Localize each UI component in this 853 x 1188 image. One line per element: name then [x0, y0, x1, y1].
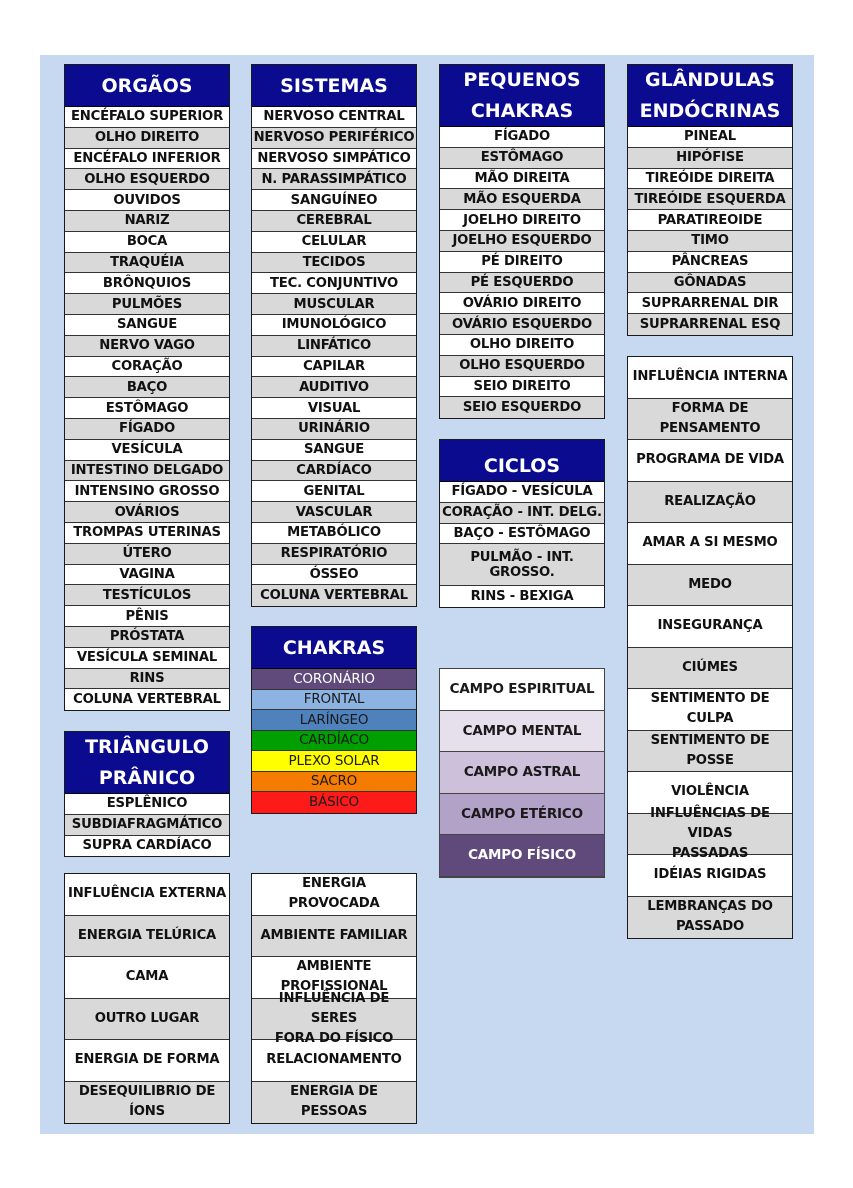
list-item-line: AMBIENTE [296, 959, 372, 975]
campos-table [439, 668, 605, 878]
list-item-line: INSEGURANÇA [657, 618, 763, 634]
triangulo-rows [65, 794, 229, 856]
orgao-item: BOCA [65, 232, 229, 253]
influencia-interna-item [628, 482, 792, 524]
orgao-item: TESTÍCULOS [65, 585, 229, 606]
ciclo-item [440, 586, 604, 607]
glandulas-title-1: GLÂNDULAS [644, 68, 775, 91]
energias-rows [252, 874, 416, 1123]
triangulo-table [64, 731, 230, 857]
influencia-interna-item [628, 399, 792, 441]
orgao-item: OLHO ESQUERDO [65, 169, 229, 190]
sistema-item: AUDITIVO [252, 377, 416, 398]
list-item-line: ÍONS [129, 1104, 165, 1120]
list-item-line: CAMA [125, 969, 169, 985]
orgao-item: ESTÔMAGO [65, 398, 229, 419]
energia-item [252, 1082, 416, 1124]
pequeno-chakra-item: PÉ ESQUERDO [440, 273, 604, 294]
campo-item: CAMPO ASTRAL [440, 752, 604, 794]
sistema-item: CEREBRAL [252, 211, 416, 232]
pequeno-chakra-item: MÃO ESQUERDA [440, 189, 604, 210]
energia-item [252, 874, 416, 916]
triangulo-item: ESPLÊNICO [65, 794, 229, 815]
influencia-interna-item [628, 689, 792, 731]
campo-item: CAMPO ESPIRITUAL [440, 669, 604, 711]
sistema-item: SANGUE [252, 440, 416, 461]
pequeno-chakra-item: SEIO ESQUERDO [440, 397, 604, 418]
sistema-item: LINFÁTICO [252, 336, 416, 357]
orgao-item: VESÍCULA SEMINAL [65, 648, 229, 669]
sistema-item: VISUAL [252, 398, 416, 419]
orgao-item: NERVO VAGO [65, 336, 229, 357]
sistema-item: CARDÍACO [252, 461, 416, 482]
list-item-line: INFLUÊNCIA DE SERES [278, 990, 390, 1026]
pequenos-chakras-title-2: CHAKRAS [470, 99, 574, 122]
pequenos-chakras-table [439, 64, 605, 419]
campo-item: CAMPO MENTAL [440, 711, 604, 753]
sistema-item: GENITAL [252, 481, 416, 502]
list-item-line: INFLUÊNCIAS DE VIDAS [650, 805, 770, 841]
list-item-line: PROFISSIONAL [280, 979, 388, 995]
influencia-externa-item [65, 1082, 229, 1124]
influencia-externa-item [65, 957, 229, 999]
orgao-item: RINS [65, 669, 229, 690]
list-item-line: CULPA [686, 711, 734, 727]
chakra-item: CORONÁRIO [252, 669, 416, 690]
orgao-item: PÊNIS [65, 606, 229, 627]
list-item-line: PASSADAS [671, 845, 749, 861]
pequeno-chakra-item: OLHO DIREITO [440, 335, 604, 356]
orgao-item: ÚTERO [65, 544, 229, 565]
pequenos-chakras-header [440, 65, 604, 127]
orgao-item: VAGINA [65, 565, 229, 586]
influencia-externa-item [65, 1040, 229, 1082]
list-item-line: BAÇO - ESTÔMAGO [453, 525, 591, 541]
glandula-item: PARATIREOIDE [628, 210, 792, 231]
list-item-line: INFLUÊNCIA EXTERNA [68, 886, 226, 902]
orgaos-table [64, 64, 230, 711]
orgao-item: FÍGADO [65, 419, 229, 440]
energia-item [252, 990, 416, 1046]
pequeno-chakra-item: JOELHO ESQUERDO [440, 231, 604, 252]
glandula-item: PINEAL [628, 127, 792, 148]
triangulo-title-1: TRIÂNGULO [85, 735, 209, 758]
campo-item: CAMPO ETÉRICO [440, 794, 604, 836]
sistema-item: NERVOSO CENTRAL [252, 107, 416, 128]
orgao-item: TRAQUÉIA [65, 253, 229, 274]
glandulas-table [627, 64, 793, 336]
pequeno-chakra-item: SEIO DIREITO [440, 377, 604, 398]
list-item-line: ENERGIA PROVOCADA [288, 876, 380, 912]
list-item-line: GROSSO. [489, 564, 555, 580]
orgao-item: OUVIDOS [65, 190, 229, 211]
list-item-line: MEDO [688, 576, 732, 592]
sistema-item: URINÁRIO [252, 419, 416, 440]
pequenos-chakras-rows [440, 127, 604, 418]
glandula-item: SUPRARRENAL DIR [628, 293, 792, 314]
ciclo-item [440, 544, 604, 586]
influencia-externa-item [65, 916, 229, 958]
sistema-item: CELULAR [252, 232, 416, 253]
orgaos-header: ORGÃOS [65, 65, 229, 107]
orgao-item: PRÓSTATA [65, 627, 229, 648]
orgao-item: COLUNA VERTEBRAL [65, 689, 229, 710]
glandulas-rows [628, 127, 792, 335]
influencia-interna-item [628, 897, 792, 939]
glandula-item: GÔNADAS [628, 273, 792, 294]
ciclos-rows [440, 482, 604, 607]
list-item-line: DESEQUILIBRIO DE [78, 1084, 216, 1100]
list-item-line: OUTRO LUGAR [94, 1010, 200, 1026]
influencia-interna-item [628, 440, 792, 482]
influencias-externas-rows [65, 874, 229, 1123]
list-item-line: POSSE [686, 752, 734, 768]
chakra-item: FRONTAL [252, 690, 416, 711]
list-item-line: SENTIMENTO DE [650, 691, 770, 707]
triangulo-item: SUBDIAFRAGMÁTICO [65, 815, 229, 836]
pequeno-chakra-item: JOELHO DIREITO [440, 210, 604, 231]
list-item-line: PROGRAMA DE VIDA [636, 452, 784, 468]
sistema-item: ÓSSEO [252, 565, 416, 586]
sistema-item: TEC. CONJUNTIVO [252, 273, 416, 294]
orgao-item: BRÔNQUIOS [65, 273, 229, 294]
sistema-item: SANGUÍNEO [252, 190, 416, 211]
influencia-interna-item [628, 648, 792, 690]
sistema-item: MUSCULAR [252, 294, 416, 315]
list-item-line: PENSAMENTO [659, 420, 761, 436]
orgao-item: INTESTINO DELGADO [65, 461, 229, 482]
ciclo-item [440, 482, 604, 503]
pequenos-chakras-title-1: PEQUENOS [463, 68, 581, 91]
list-item-line: RELACIONAMENTO [266, 1052, 402, 1068]
orgao-item: CORAÇÃO [65, 357, 229, 378]
ciclos-table [439, 439, 605, 608]
campo-item: CAMPO FÍSICO [440, 835, 604, 877]
pequeno-chakra-item: FÍGADO [440, 127, 604, 148]
influencia-interna-item [628, 357, 792, 399]
sistemas-header: SISTEMAS [252, 65, 416, 107]
ciclos-header: CICLOS [440, 440, 604, 482]
list-item-line: RINS - BEXIGA [470, 589, 574, 605]
orgao-item: ENCÉFALO SUPERIOR [65, 107, 229, 128]
sistema-item: METABÓLICO [252, 523, 416, 544]
sistema-item: TECIDOS [252, 253, 416, 274]
orgao-item: NARIZ [65, 211, 229, 232]
glandula-item: TIREÓIDE ESQUERDA [628, 189, 792, 210]
sistema-item: COLUNA VERTEBRAL [252, 585, 416, 606]
list-item-line: AMAR A SI MESMO [642, 535, 778, 551]
sistema-item: NERVOSO PERIFÉRICO [252, 128, 416, 149]
sistema-item: VASCULAR [252, 502, 416, 523]
influencia-interna-item [628, 606, 792, 648]
orgao-item: INTENSINO GROSSO [65, 481, 229, 502]
campos-rows [440, 669, 604, 877]
glandula-item: SUPRARRENAL ESQ [628, 314, 792, 335]
list-item-line: AMBIENTE FAMILIAR [260, 927, 408, 943]
list-item-line: FORA DO FÍSICO [274, 1030, 394, 1046]
pequeno-chakra-item: ESTÔMAGO [440, 148, 604, 169]
list-item-line: ENERGIA DE PESSOAS [290, 1084, 378, 1120]
chakra-item: PLEXO SOLAR [252, 751, 416, 772]
influencias-internas-table [627, 356, 793, 939]
influencia-interna-item [628, 523, 792, 565]
influencia-externa-item [65, 999, 229, 1041]
sistema-item: RESPIRATÓRIO [252, 544, 416, 565]
list-item-line: INFLUÊNCIA INTERNA [632, 369, 788, 385]
orgaos-rows [65, 107, 229, 710]
orgao-item: BAÇO [65, 377, 229, 398]
sistema-item: N. PARASSIMPÁTICO [252, 169, 416, 190]
energia-item [252, 916, 416, 958]
list-item-line: SENTIMENTO DE [650, 732, 770, 748]
list-item-line: CIÚMES [682, 659, 738, 675]
triangulo-item: SUPRA CARDÍACO [65, 836, 229, 857]
list-item-line: PASSADO [675, 919, 745, 935]
ciclo-item [440, 503, 604, 524]
pequeno-chakra-item: MÃO DIREITA [440, 169, 604, 190]
list-item-line: VIOLÊNCIA [671, 784, 749, 800]
influencias-internas-rows [628, 357, 792, 938]
orgao-item: VESÍCULA [65, 440, 229, 461]
orgao-item: TROMPAS UTERINAS [65, 523, 229, 544]
influencia-interna-item [628, 731, 792, 773]
list-item-line: REALIZAÇÃO [664, 493, 756, 509]
orgao-item: PULMÕES [65, 294, 229, 315]
list-item-line: FORMA DE [671, 400, 749, 416]
chakra-item: LARÍNGEO [252, 710, 416, 731]
triangulo-title-2: PRÂNICO [98, 766, 196, 789]
sistema-item: NERVOSO SIMPÁTICO [252, 149, 416, 170]
influencia-interna-item [628, 805, 792, 861]
chakra-item: BÁSICO [252, 792, 416, 813]
chakras-rows [252, 669, 416, 813]
orgao-item: OLHO DIREITO [65, 128, 229, 149]
chakras-table [251, 626, 417, 814]
list-item-line: FÍGADO - VESÍCULA [451, 484, 593, 500]
sistemas-rows [252, 107, 416, 606]
sistema-item: CAPILAR [252, 357, 416, 378]
pequeno-chakra-item: PÉ DIREITO [440, 252, 604, 273]
orgao-item: ENCÉFALO INFERIOR [65, 149, 229, 170]
list-item-line: ENERGIA DE FORMA [74, 1052, 220, 1068]
glandula-item: PÂNCREAS [628, 252, 792, 273]
list-item-line: LEMBRANÇAS DO [647, 899, 773, 915]
ciclo-item [440, 524, 604, 545]
list-item-line: PULMÃO - INT. [470, 549, 574, 565]
triangulo-header [65, 732, 229, 794]
energias-table [251, 873, 417, 1124]
influencia-externa-item [65, 874, 229, 916]
chakra-item: CARDÍACO [252, 731, 416, 752]
pequeno-chakra-item: OVÁRIO ESQUERDO [440, 314, 604, 335]
glandula-item: TIMO [628, 231, 792, 252]
chakra-item: SACRO [252, 772, 416, 793]
pequeno-chakra-item: OVÁRIO DIREITO [440, 293, 604, 314]
influencias-externas-table [64, 873, 230, 1124]
sistema-item: IMUNOLÓGICO [252, 315, 416, 336]
orgao-item: OVÁRIOS [65, 502, 229, 523]
glandulas-title-2: ENDÓCRINAS [639, 99, 781, 122]
chakras-header: CHAKRAS [252, 627, 416, 669]
list-item-line: ENERGIA TELÚRICA [77, 927, 217, 943]
pequeno-chakra-item: OLHO ESQUERDO [440, 356, 604, 377]
influencia-interna-item [628, 565, 792, 607]
glandula-item: HIPÓFISE [628, 148, 792, 169]
list-item-line: CORAÇÃO - INT. DELG. [442, 505, 602, 521]
sistemas-table [251, 64, 417, 607]
glandula-item: TIREÓIDE DIREITA [628, 169, 792, 190]
glandulas-header [628, 65, 792, 127]
list-item-line: IDÉIAS RIGIDAS [653, 867, 767, 883]
orgao-item: SANGUE [65, 315, 229, 336]
